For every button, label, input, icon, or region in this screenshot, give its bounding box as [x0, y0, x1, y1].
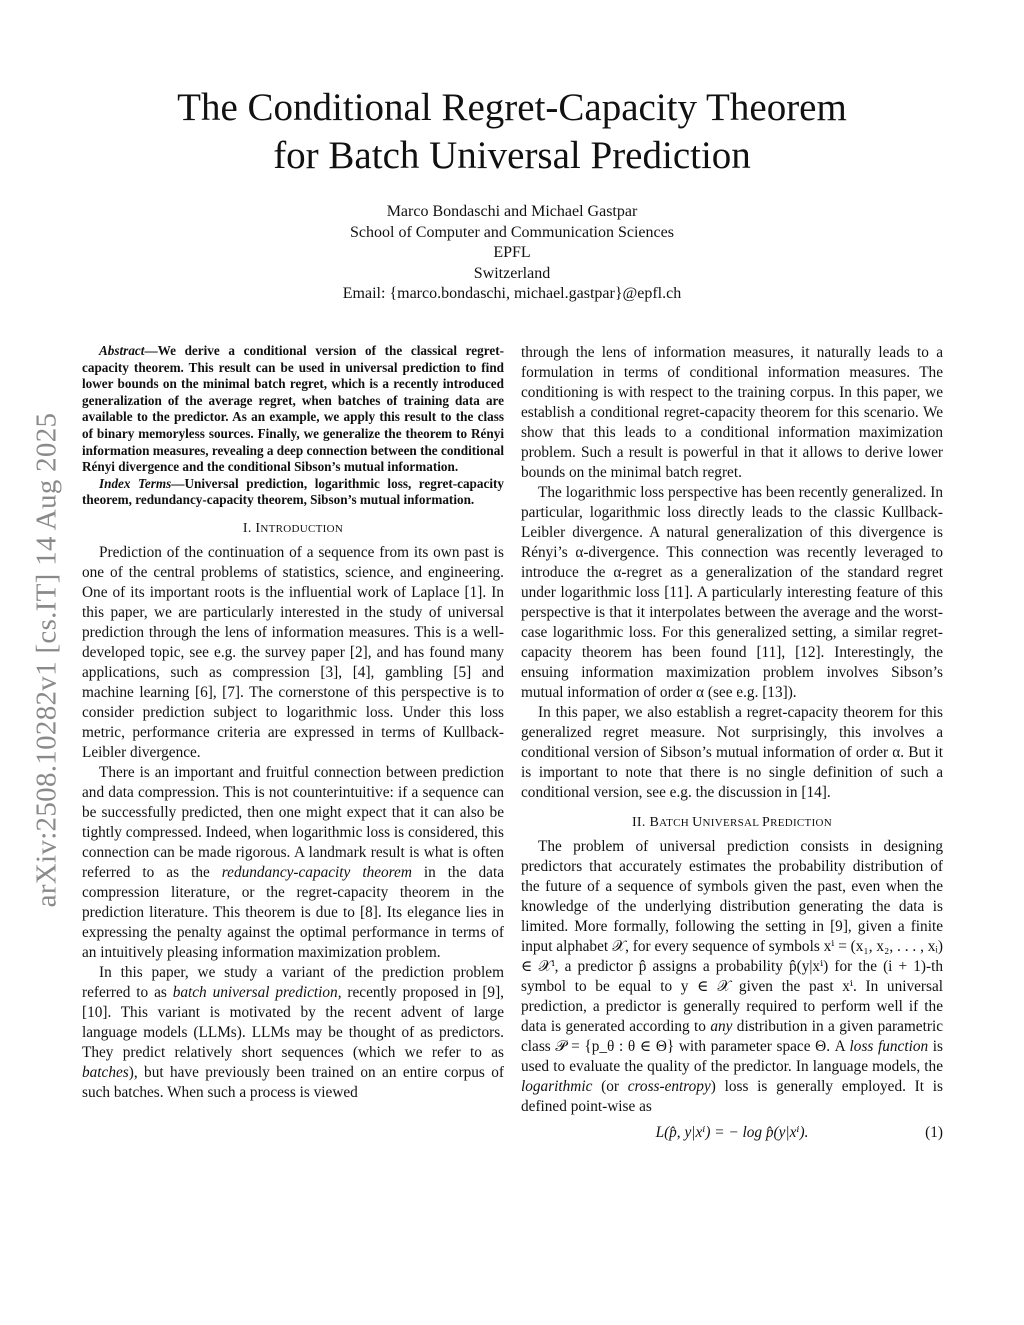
- equation-formula: L(p̂, y|xⁱ) = − log p̂(y|xⁱ).: [655, 1124, 809, 1141]
- equation-1: [521, 1123, 943, 1147]
- index-terms-label: Index Terms: [99, 475, 172, 491]
- index-terms-text: —Universal prediction, logarithmic loss, regret-capacity theorem, redundancy-capacity theorem, Sibson’s mutual information.: [82, 475, 504, 508]
- title-line-1: The Conditional Regret-Capacity Theorem: [177, 86, 847, 129]
- author-block: [80, 202, 944, 305]
- section-1-paragraph-3: In this paper, we study a variant of the prediction problem referred to as batch universal prediction, recently proposed in [9], [10]. This variant is motivated by the recent advent of large language models (LLMs). LLMs may be thought of as predictors. They predict relatively short sequences (which we refer to as batches), but have previously been trained on an entire corpus of such batches. When such a process is viewed: [82, 963, 504, 1101]
- section-2-paragraph-1: The problem of universal prediction consists in designing predictors that accurately estimates the probability distribution of the future of a sequence of symbols given the past, even when the knowledge of the underlying distribution generating the data is limited. More formally, following the setting in [9], given a finite input alphabet 𝒳, for every sequence of symbols xⁱ = (x₁, x₂, . . . , xᵢ) ∈ 𝒳ⁱ, a predictor p̂ assigns a probability p̂(y|xⁱ) for the (i + 1)-th symbol to be equal to y ∈ 𝒳 given the past xⁱ. In universal prediction, a predictor is generally required to perform well if the data is generated according to any distribution in a given parametric class 𝒫 = {p_θ : θ ∈ Θ} with parameter space Θ. A loss function is used to evaluate the quality of the predictor. In language models, the logarithmic (or cross-entropy) loss is generally employed. It is defined point-wise as: [521, 838, 943, 1115]
- index-terms-paragraph: [82, 476, 504, 509]
- author-names: Marco Bondaschi and Michael Gastpar: [386, 203, 638, 220]
- abstract-block: [82, 343, 504, 509]
- email: Email: {marco.bondaschi, michael.gastpar}@epfl.ch: [342, 285, 682, 302]
- affiliation: School of Computer and Communication Sciences: [350, 223, 674, 241]
- section-1-paragraph-2: There is an important and fruitful connection between prediction and data compression. This is not counterintuitive: if a sequence can be successfully predicted, then one might expect that it can also be tightly compressed. Indeed, when logarithmic loss is considered, this connection can be made rigorous. A landmark result is what is often referred to as the redundancy-capacity theorem in the data compression literature, or the regret-capacity theorem in the prediction literature. This theorem is due to [8]. Its elegance lies in expressing the penalty against the optimal performance in terms of an intuitively pleasing information maximization problem.: [82, 763, 504, 961]
- section-2-heading: II. BATCH UNIVERSAL PREDICTION: [631, 815, 833, 830]
- abstract-label: Abstract: [99, 343, 145, 358]
- section-1-paragraph-5: In this paper, we also establish a regret-capacity theorem for this generalized regret measure. Not surprisingly, this involves a conditional version of Sibson’s mutual information of order α. But it is important to note that there is no single definition of such a conditional version, see e.g. the discussion in [14].: [521, 704, 943, 801]
- right-column: [521, 343, 943, 1147]
- arxiv-sidebar: [22, 330, 72, 990]
- equation-number: (1): [925, 1124, 943, 1141]
- institution: EPFL: [493, 244, 531, 261]
- left-column: [82, 343, 504, 1103]
- abstract-paragraph: [82, 343, 504, 476]
- paper-title: [80, 84, 944, 180]
- title-line-2: for Batch Universal Prediction: [273, 134, 751, 177]
- section-1-paragraph-1: Prediction of the continuation of a sequence from its own past is one of the central problems of statistics, science, and engineering. One of its important roots is the influential work of Laplace [1]. In this paper, we are particularly interested in the study of universal prediction through the lens of information measures. This is a well-developed topic, see e.g. the survey paper [2], and has found many applications, such as compression [3], [4], gambling [5] and machine learning [6], [7]. The cornerstone of this perspective is to consider prediction subject to logarithmic loss. Under this loss metric, performance criteria are expressed in terms of Kullback-Leibler divergence.: [82, 543, 504, 761]
- abstract-text: —We derive a conditional version of the classical regret-capacity theorem. This result can be used in universal prediction to find lower bounds on the minimal batch regret, which is a recently introduced generalization of the average regret, when batches of training data are available to the predictor. As an example, we apply this result to the class of binary memoryless sources. Finally, we generalize the theorem to Rényi information measures, revealing a deep connection between the conditional Rényi divergence and the conditional Sibson’s mutual information.: [82, 343, 504, 475]
- section-1-continuation: through the lens of information measures, it naturally leads to a formulation in terms of conditional information measures. The conditioning is with respect to the training corpus. In this paper, we establish a conditional regret-capacity theorem for this scenario. We show that this leads to a conditional information maximization problem. Such a result is powerful in that it allows to derive lower bounds on the minimal batch regret.: [521, 344, 943, 481]
- section-1-heading: I. INTRODUCTION: [242, 520, 344, 536]
- arxiv-identifier: arXiv:2508.10282v1 [cs.IT] 14 Aug 2025: [30, 412, 63, 908]
- country: Switzerland: [473, 264, 551, 282]
- section-1-paragraph-4: The logarithmic loss perspective has been recently generalized. In particular, logarithmic loss directly leads to the classic Kullback-Leibler divergence. A natural generalization of this divergence is Rényi’s α-divergence. This connection was recently leveraged to introduce the α-regret as a generalization of the standard regret under logarithmic loss [11]. A particularly interesting feature of this perspective is that it interpolates between the average and the worst-case logarithmic loss. For this generalized setting, a similar regret-capacity theorem has been found [11], [12]. Interestingly, the ensuing information maximization problem involves Sibson’s mutual information of order α (see e.g. [13]).: [521, 484, 943, 701]
